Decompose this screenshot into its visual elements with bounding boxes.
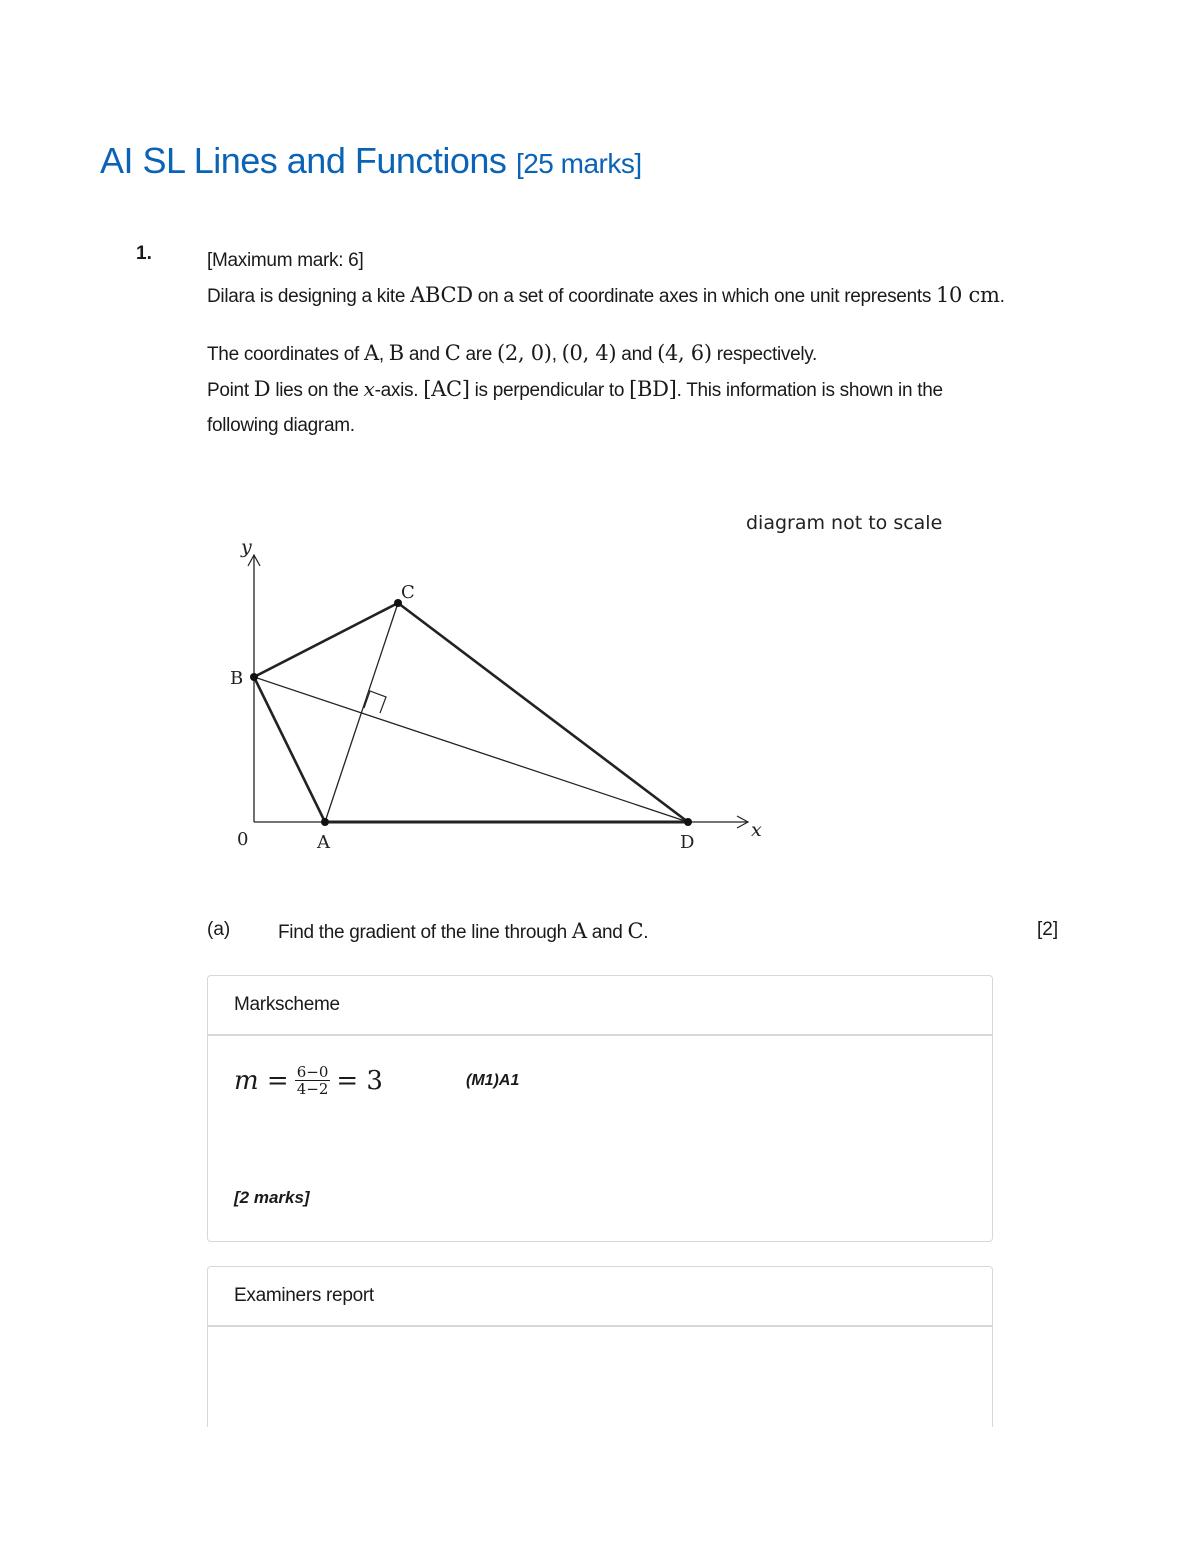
question-paragraph-3: Point D lies on the x-axis. [AC] is perpendicular to [BD]. This information is shown in the following diagram.	[207, 377, 943, 436]
examiners-report-panel	[207, 1266, 993, 1427]
markscheme-equation: m = $\frac{6-0}{4-2}$ = 3	[234, 1063, 383, 1098]
diagram-note: diagram not to scale	[746, 512, 943, 534]
part-a-label: (a)	[207, 919, 231, 940]
fraction: $\frac{6-0}{4-2}$	[296, 1063, 329, 1098]
question-number: 1.	[136, 243, 152, 264]
point-b	[250, 673, 258, 681]
part-a-marks: [2]	[1037, 919, 1059, 940]
edge-cd	[398, 603, 688, 822]
markscheme-panel	[207, 975, 993, 1242]
x-axis-label: x	[751, 819, 762, 841]
origin-label: 0	[237, 829, 249, 850]
title-marks: [25 marks]	[515, 148, 642, 179]
examiners-report-heading[interactable]: Examiners report	[208, 1267, 992, 1327]
question-paragraph-1: Dilara is designing a kite ABCD on a set of coordinate axes in which one unit represents 10 cm.	[207, 283, 1005, 307]
label-b: B	[230, 668, 244, 689]
y-axis-label: y	[241, 536, 252, 558]
markscheme-award: (M1)A1	[466, 1072, 520, 1089]
point-d	[684, 818, 692, 826]
label-d: D	[680, 832, 695, 853]
question-paragraph-2: The coordinates of A, B and C are (2, 0), (0, 4) and (4, 6) respectively.	[207, 341, 818, 365]
markscheme-heading[interactable]: Markscheme	[208, 976, 992, 1036]
markscheme-total: [2 marks]	[234, 1188, 310, 1207]
title-text: AI SL Lines and Functions	[100, 140, 507, 181]
edge-ab	[254, 677, 325, 822]
point-a	[321, 818, 329, 826]
diagonal-bd	[254, 677, 688, 822]
part-a-text: Find the gradient of the line through A and C.	[278, 919, 649, 943]
label-a: A	[317, 832, 330, 853]
max-mark: [Maximum mark: 6]	[207, 250, 364, 271]
label-c: C	[401, 582, 415, 603]
